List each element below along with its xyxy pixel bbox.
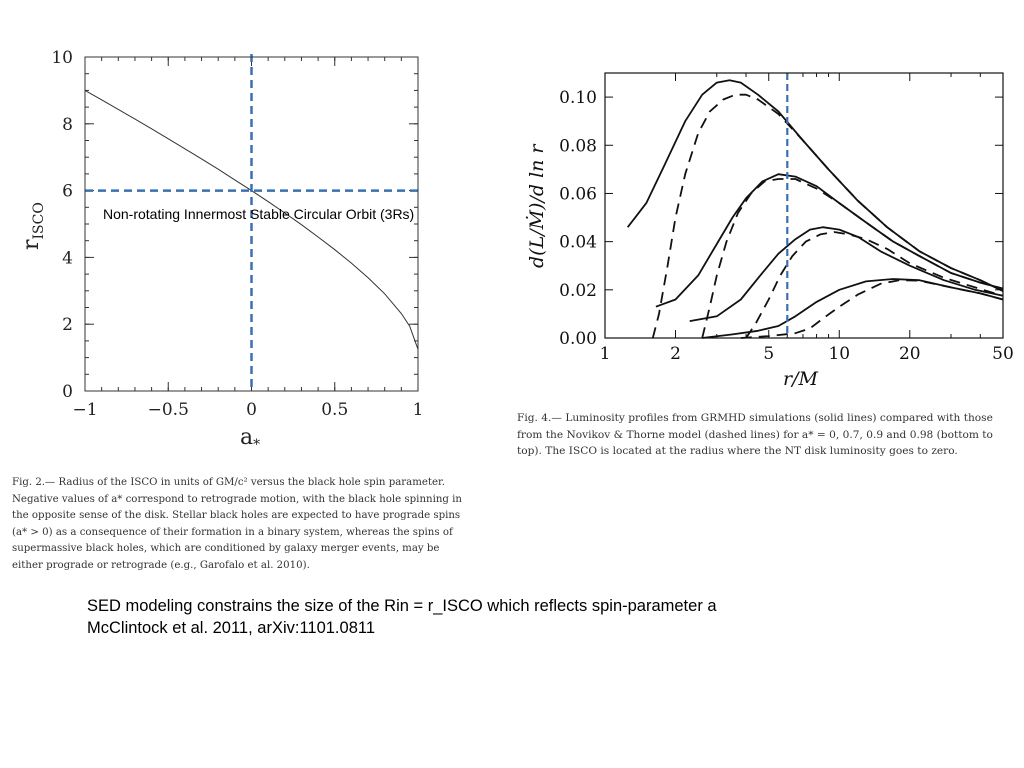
isco-x-tick-label: −0.5	[147, 400, 189, 420]
isco-x-tick-label: 1	[412, 400, 424, 420]
luminosity-chart-frame	[605, 73, 1003, 338]
nt-model-curve	[653, 95, 1003, 338]
luminosity-y-axis-label: d(L/Ṁ)/d ln r	[526, 144, 548, 268]
slide-body-line-1: SED modeling constrains the size of the Rin = r_ISCO which reflects spin-parameter a	[87, 597, 717, 615]
luminosity-y-tick-label: 0.10	[559, 88, 597, 109]
luminosity-y-tick-label: 0.06	[559, 184, 597, 205]
luminosity-x-tick-label: 20	[898, 344, 921, 364]
luminosity-y-tick-label: 0.04	[559, 232, 597, 253]
slide-body-line-2: McClintock et al. 2011, arXiv:1101.0811	[87, 619, 375, 637]
isco-y-tick-label: 6	[62, 181, 73, 202]
isco-x-axis-label: $a_*$	[240, 425, 261, 453]
slide-body-text	[87, 595, 987, 639]
isco-y-tick-label: 2	[62, 315, 73, 336]
luminosity-x-tick-label: 10	[828, 344, 851, 364]
luminosity-y-tick-label: 0.08	[559, 136, 597, 157]
isco-x-tick-label: 0.5	[321, 400, 349, 420]
luminosity-x-tick-label: 5	[763, 344, 775, 364]
luminosity-x-tick-label: 50	[992, 344, 1014, 364]
isco-y-tick-label: 10	[51, 48, 73, 68]
isco-y-tick-label: 8	[62, 114, 73, 135]
grmhd-curve	[702, 279, 1003, 338]
luminosity-y-tick-label: 0.00	[559, 329, 597, 349]
luminosity-x-axis-label: r/M	[783, 368, 818, 390]
nt-model-curve	[702, 179, 1003, 338]
nt-model-curve	[741, 280, 1003, 338]
isco-x-tick-label: −1	[72, 400, 98, 420]
luminosity-x-tick-label: 2	[670, 344, 681, 364]
fig2-caption: Fig. 2.— Radius of the ISCO in units of GM/c² versus the black hole spin parameter. Negative values of a* correspond to retrograde motion, with the black hole spinning in the opposite sense of the disk. Stellar black holes are expected to have prograde spins (a* > 0) as a consequence of their formation in a binary system, whereas the spins of supermassive black holes, which are conditioned by galaxy merger events, may be either prograde or retrograde (e.g., Garofalo et al. 2010).	[12, 477, 462, 571]
luminosity-x-tick-label: 1	[599, 344, 611, 364]
isco-y-tick-label: 4	[62, 248, 73, 269]
isco-annotation: Non-rotating Innermost Stable Circular Orbit (3Rs)	[103, 206, 415, 222]
isco-y-axis-label: $r_{ISCO}$	[19, 202, 47, 250]
luminosity-y-tick-label: 0.02	[559, 280, 597, 301]
isco-y-tick-label: 0	[62, 382, 73, 402]
fig4-caption: Fig. 4.— Luminosity profiles from GRMHD simulations (solid lines) compared with those from the Novikov & Thorne model (dashed lines) for a* = 0, 0.7, 0.9 and 0.98 (bottom to top). The ISCO is located at the radius where the NT disk luminosity goes to zero.	[517, 412, 993, 457]
isco-x-tick-label: 0	[246, 400, 257, 420]
